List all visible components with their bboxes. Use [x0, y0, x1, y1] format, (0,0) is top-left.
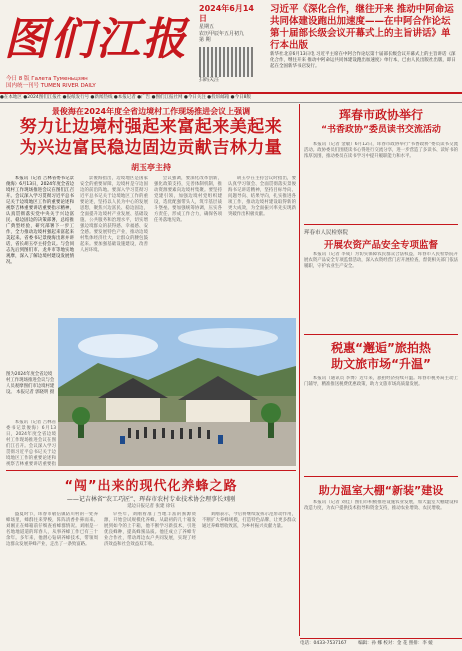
top-story-summary: 新华社北京6月13日电 习近平主席在中阿合作论坛第十届部长级会议开幕式上的主旨讲话《深化合作，继往开来 推动中阿命运共同体建设跑出加速度》单行本，已由人民出版社出版，即日起在全国新华书店发行。: [270, 52, 456, 70]
qr-code-icon: [199, 47, 253, 77]
right-story-3-text: 本报讯（通讯员 李博）近年来，旅拍经济持续升温。珲春市税务局主动上门辅导，精准推送税费优惠政策，助力文旅市场高质量发展。: [304, 376, 458, 387]
photo-caption: 图为2024年度全省边境村工作现场推进会议与会人员观摩图们市边境村建设。 本报记者 郭晓明 摄: [6, 372, 55, 395]
right-story-2-body: [304, 252, 458, 330]
issue-number: 第 期: [199, 37, 211, 43]
qr-label: 扫码关注: [199, 76, 220, 83]
main-story-text: 本报讯（记者 吉林省委书记景俊海）6月13日，2024年度全省边境村工作现场推进会议在图们江召开。会议深入学习贯彻习近平总书记关于边境地区工作的重要论述和视察吉林重要讲话重要指: [6, 420, 56, 466]
feature-story-text: 刘刚表示，今后将继续发挥示范带动作用，不断扩大养蜂规模，打造特色品牌，让更多群众通过养蜂增收致富，为乡村振兴贡献力量。: [202, 512, 296, 529]
right-story-1-text: 本报讯（记者 金敏）6月12日，珲春市政协举行“书香政协”委员读书交流活动。政协委员们围绕读书心得进行交流分享，进一步营造了多读书、读好书的浓厚氛围，推动委员在读书学习中提升履职能力和水平。: [304, 142, 458, 159]
divider: [6, 470, 296, 471]
right-story-4-body: [304, 500, 458, 634]
main-title-line: 努力让边境村强起来富起来美起来: [19, 117, 283, 137]
date-block: [199, 4, 255, 86]
right-story-3-body: [304, 376, 458, 472]
right-story-3-title-line: 税惠“邂逅”旅拍热: [331, 341, 431, 355]
issue-date: 2024年6月14日: [199, 4, 254, 23]
right-story-1-title-line: “书香政协”委员读书交流活动: [321, 125, 441, 135]
right-story-1-title: [304, 108, 458, 138]
main-story-title: [6, 117, 296, 159]
newspaper-logo: 图们江报: [4, 14, 188, 65]
masthead-info-line: 国内统一刊号 TUMEN RIVER DAILY: [6, 83, 96, 89]
feature-story-title: “闯”出来的现代化养蜂之路: [64, 479, 238, 494]
main-story-column: [228, 176, 296, 316]
feature-story-byline: 延边日报记者 张建 徐钰: [127, 504, 175, 509]
divider: [304, 224, 458, 225]
right-story-2-text: 本报讯（记者 李成）为切实保障农民群众合法权益，珲春市人民检察院开展农资产品安全专项监督活动，深入农资经营门店开展检查，督促相关部门依法履职，守护农业生产安全。: [304, 252, 458, 269]
main-title-line: 为兴边富民稳边固边贡献吉林力量: [19, 138, 283, 158]
main-story-column: [6, 420, 56, 466]
top-story-headline: 习近平《深化合作，继往开来 推动中阿命运共同体建设跑出加速度——在中阿合作论坛第十届部长级会议开幕式上的主旨讲话》单行本出版: [270, 4, 454, 51]
news-photo: [58, 318, 296, 466]
divider: [304, 334, 458, 335]
feature-story-column: [6, 512, 98, 646]
right-story-2-title: 开展农资产品安全专项监督: [323, 240, 438, 251]
right-story-3-title: [304, 340, 458, 372]
feature-story-text: 盛夏时节，珲春市敬信镇防川村的一处养蜂场里，蜂群往来穿梭，阵阵清香扑鼻而来。刘刚正在蜂箱前仔细查看蜂群情况。刘刚是一名地地道道的珲春人，从事养蜂工作已有三十余年。多年来，他潜心钻研养蜂技术，带领周边群众发展养蜂产业，走出了一条致富路。: [6, 512, 98, 547]
main-story-column: [80, 176, 148, 316]
footer-credits: 编辑：孙 娜 校对：金 花 照排：李 媛: [358, 641, 433, 646]
page-footer: [300, 638, 462, 651]
main-story-text: 会议强调，要深化改革创新，强化政策支持，完善体制机制，推动资源要素向边境村集聚。要坚持党建引领，加强边境村党组织建设，选优配强带头人，筑牢基层战斗堡垒。要加强统筹协调，压实各方责任，形成工作合力，确保各项任务落地见效。: [154, 176, 222, 223]
lunar-date: 农历甲辰年五月初九: [199, 30, 245, 37]
masthead: [0, 0, 462, 94]
right-story-2-kicker: 珲春市人民检察院: [304, 230, 349, 236]
info-bar: ●在本地区 ●2024图们江报社 ●报纸发行号 ●新闻热线 ●本报记者 ●广告 ●图们江报社网 ●今日关注 ●投诉邮箱 ●今日8版: [0, 93, 462, 103]
column-divider: [299, 104, 300, 636]
divider: [304, 476, 458, 477]
main-story-text: 本报讯（记者 吉林省委书记景俊海）6月13日，2024年度全省边境村工作现场推进会议在图们江召开。会议深入学习贯彻习近平总书记关于边境地区工作的重要论述和视察吉林重要讲话重要指示精神，认真贯彻落实党中央关于兴边富民、稳边固边的决策部署，总结推广典型经验，研究部署下一步工作，全力推动边境村强起来富起来美起来。省委书记景俊海出席并讲话，省长胡玉亭主持会议。与会同志先后到图们市、龙井市等地实地观摩，深入了解边境村建设发展情况。: [6, 176, 74, 265]
right-story-1-title-line: 珲春市政协举行: [338, 108, 423, 122]
right-story-4-title: 助力温室大棚“新装”建设: [318, 484, 444, 497]
main-story-kicker: 景俊海在2024年度全省边境村工作现场推进会议上强调: [51, 107, 251, 116]
right-story-4-text: 本报讯（记者 刘佳）图们市积极推进设施农业发展，加大温室大棚建设和改造力度，为农户提供技术指导和资金支持，推动农业增效、农民增收。: [304, 500, 458, 511]
weekday: 星期五: [199, 24, 215, 30]
footer-phone: 电话：0433-7537167: [300, 641, 347, 646]
main-story-host: 胡玉亭主持: [131, 163, 171, 172]
right-story-3-title-line: 助文旅市场“升温”: [331, 357, 431, 371]
main-story-column: [154, 176, 222, 316]
main-story-text: 胡玉亭在主持会议时指出，要认真学习领会、全面贯彻落实景俊海书记讲话精神，坚持目标导向、问题导向、结果导向，扎实推进各项工作，推动边境村建设取得新的更大成效，为全面振兴率先实现新突破作出积极贡献。: [228, 176, 296, 217]
feature-story-subtitle: ——记吉林省“农工巧匠”、珲春市农村专业技术协会理事长刘刚: [66, 496, 236, 503]
village-scene-image: [58, 318, 296, 466]
feature-story-text: 早些年，刘刚看准了当地丰富的蜜源资源，开始尝试规模化养蜂。从最初的几十箱发展到如今的上千箱，他不断学习新技术，引进优良蜂种，提高蜂蜜品质。他还成立了养蜂专业合作社，带动周边农户共同发展，实现了经济效益和社会效益双丰收。: [104, 512, 196, 547]
masthead-info: [6, 76, 196, 90]
feature-story-column: [104, 512, 196, 646]
feature-story-column: [202, 512, 296, 646]
masthead-info-line: 今日 8 版 Галета Туменьцзян: [6, 76, 88, 82]
right-story-1-body: [304, 142, 458, 220]
main-story-text: 景俊海指出，边境地区是国家安全的重要屏障，边境村是守边固边的前沿阵地。要深入学习贯彻习近平总书记关于边境地区工作的重要论述，坚持以人民为中心的发展思想，聚焦兴边富民、稳边固边，全面提升边境村产业发展、基础设施、公共服务和治理水平，切实增强边境群众的获得感、幸福感、安全感。要发展特色产业，推动边境村集体经济壮大，让群众的腰包鼓起来。要加强基础设施建设，改善人居环境。: [80, 176, 148, 253]
